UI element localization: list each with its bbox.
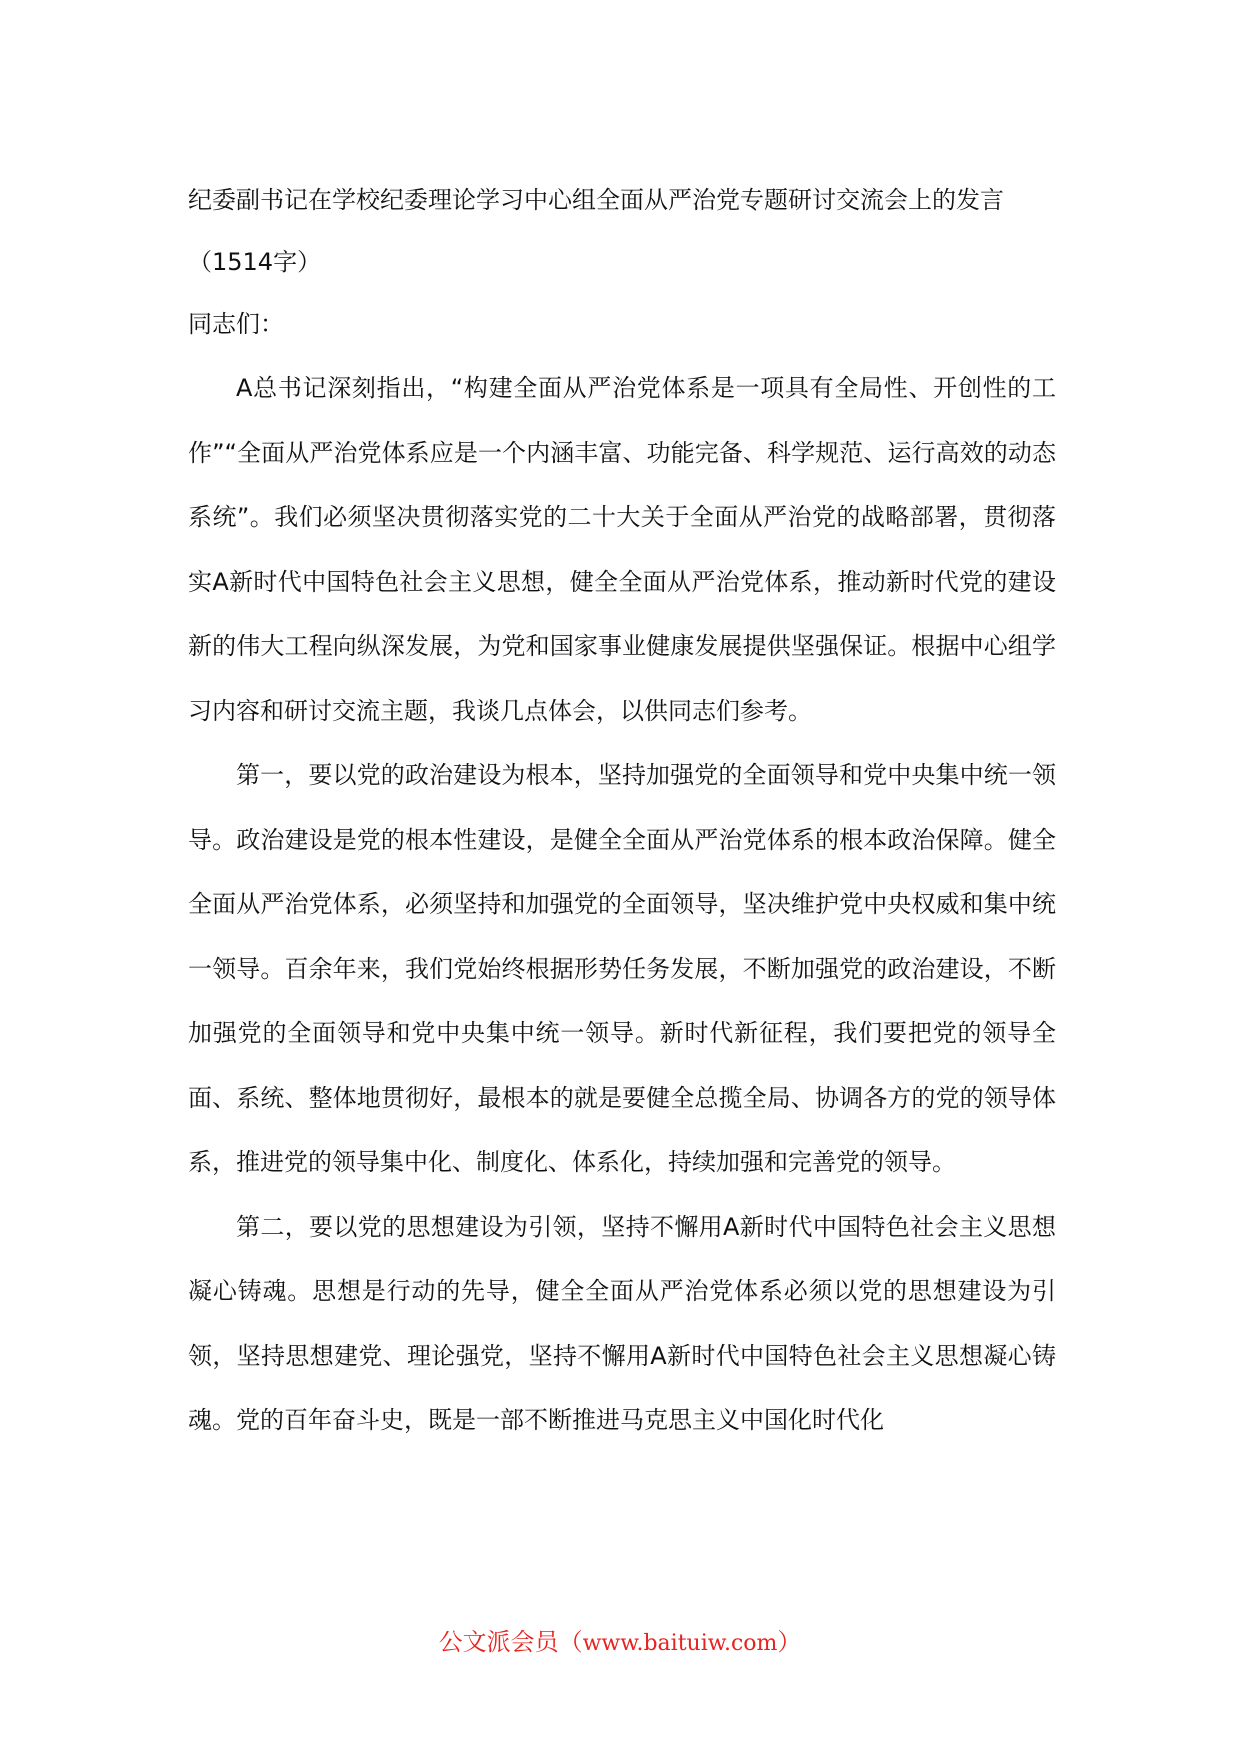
paragraph-first-point: 第一，要以党的政治建设为根本，坚持加强党的全面领导和党中央集中统一领导。政治建设是党的根本性建设，是健全全面从严治党体系的根本政治保障。健全全面从严治党体系，必须坚持和加强党的全面领导，坚决维护党中央权威和集中统一领导。百余年来，我们党始终根据形势任务发展，不断加强党的政治建设，不断加强党的全面领导和党中央集中统一领导。新时代新征程，我们要把党的领导全面、系统、整体地贯彻好，最根本的就是要健全总揽全局、协调各方的党的领导体系，推进党的领导集中化、制度化、体系化，持续加强和完善党的领导。 (188, 761, 1056, 1176)
document-word-count: （1514字） (188, 248, 322, 276)
footer-watermark (0, 1622, 1240, 1664)
footer-url[interactable]: www.baituiw.com (582, 1631, 778, 1656)
paragraph-intro: A总书记深刻指出，“构建全面从严治党体系是一项具有全局性、开创性的工作”“全面从严治党体系应是一个内涵丰富、功能完备、科学规范、运行高效的动态系统”。我们必须坚决贯彻落实党的二十大关于全面从严治党的战略部署，贯彻落实A新时代中国特色社会主义思想，健全全面从严治党体系，推动新时代党的建设新的伟大工程向纵深发展，为党和国家事业健康发展提供坚强保证。根据中心组学习内容和研讨交流主题，我谈几点体会，以供同志们参考。 (188, 374, 1056, 725)
document-body (188, 168, 1056, 1453)
paragraph-second-point: 第二，要以党的思想建设为引领，坚持不懈用A新时代中国特色社会主义思想凝心铸魂。思想是行动的先导，健全全面从严治党体系必须以党的思想建设为引领，坚持思想建党、理论强党，坚持不懈用A新时代中国特色社会主义思想凝心铸魂。党的百年奋斗史，既是一部不断推进马克思主义中国化时代化 (188, 1212, 1056, 1434)
document-title: 纪委副书记在学校纪委理论学习中心组全面从严治党专题研讨交流会上的发言 (188, 186, 1004, 214)
footer-brand: 公文派会员（ (438, 1628, 583, 1656)
footer-close: ） (777, 1628, 802, 1656)
salutation: 同志们： (188, 310, 284, 338)
